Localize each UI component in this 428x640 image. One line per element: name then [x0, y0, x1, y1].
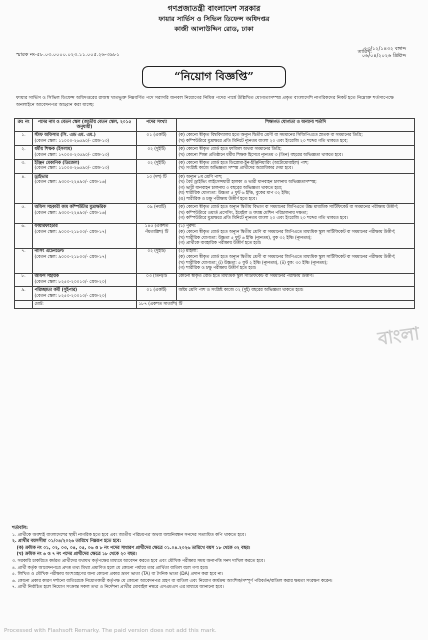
header-serial: ক্রঃ নং — [15, 119, 33, 132]
vacancy-table — [14, 118, 415, 309]
row-count: ০২ (দুইটি) — [137, 248, 177, 273]
row-serial: ৭. — [15, 248, 33, 273]
intro-paragraph: ফায়ার সার্ভিস ও সিভিল ডিফেন্স অধিদপ্তরের রাজস্ব খাতভুক্ত নিম্নবর্ণিত পদে সরাসরি জনবল নিয়োগের নিমিত্ত পদের পার্শ্বে উল্লিখিত যোগ্যতাসম্পন্ন প্রকৃত বাংলাদেশি নাগরিকদের নিকট হতে নিম্নোক্ত শর্তসাপেক্ষে অনলাইনে আবেদনপত্র আহ্বান করা যাচ্ছে: — [16, 96, 394, 108]
row-requirements — [177, 159, 415, 173]
post-name: ফায়ারফাইটার — [34, 224, 58, 230]
table-body — [15, 132, 415, 309]
date-label: তারিখ: — [357, 49, 372, 55]
table-row — [15, 159, 415, 173]
requirement-line: (খ) বৈধ ড্রাইভিং লাইসেন্সধারী হালকা ও ভারী যানবাহন চালনায় অভিজ্ঞতাসম্পন্ন; — [178, 180, 317, 186]
row-serial: ৫. — [15, 204, 33, 223]
table-row — [15, 173, 415, 204]
condition-item: (ক) ক্রমিক নং ০১, ০২, ০৩, ০৪, ০৫, ০৬ ও ৮ নং পদের সাধারণ প্রার্থীদের ক্ষেত্রে ০১.০৪.২০২৬ তারিখে বয়স ১৮ থেকে ৩২ বছর। — [12, 545, 251, 551]
total-serial — [15, 301, 33, 309]
header-post: পদের নাম ও বেতন স্কেল (জাতীয় বেতন স্কেল, ২০১৫ অনুযায়ী) — [33, 119, 137, 132]
post-name: ধর্মীয় শিক্ষক (ইসলাম) — [34, 146, 73, 152]
row-post — [33, 273, 137, 287]
condition-item: ৫. লিখিত ও মৌখিক পরীক্ষায় অংশগ্রহণের জন্য কোনো প্রকার ভ্রমণ ভাতা (TA) বা দৈনিক ভাতা (DA) প্রদান করা হবে না। — [12, 572, 224, 578]
post-name: ড্রাইভার — [34, 174, 48, 180]
requirement-line: (ক) কোনো স্বীকৃত বোর্ড হতে অন্যূন দ্বিতীয় শ্রেণী বা সমমানের জিপিএতে মাধ্যমিক স্কুল সার্টিফিকেট বা সমমানের পরীক্ষায় উত্তীর্ণ; — [178, 255, 396, 261]
post-name: স্টাফ অফিসার (সি. এন্ড এম. এম.) — [34, 133, 96, 139]
date-bangla: ২৩/১২/১৪৩২ বঙ্গাব্দ — [363, 46, 406, 52]
letterhead — [0, 4, 428, 34]
requirement-line: (খ) সংশ্লিষ্ট কাজে অভিজ্ঞতা সম্পন্ন প্রার্থীদের অগ্রাধিকার দেয়া হবে। — [178, 166, 293, 172]
row-serial: ৩. — [15, 159, 33, 173]
conditions-title: শর্তাবলি: — [12, 526, 28, 531]
requirement-line: (ঙ) শারীরিক ও চক্ষু পরীক্ষায় উত্তীর্ণ হতে হবে। — [178, 196, 257, 202]
requirement-line: কোনো স্বীকৃত বোর্ড হতে মাধ্যমিক স্কুল সার্টিফিকেট বা সমমানের পরীক্ষায় উত্তীর্ণ। — [178, 274, 314, 280]
row-serial: ৬. — [15, 223, 33, 248]
row-serial: ৯. — [15, 287, 33, 301]
row-count: ১০ (দশ) টি — [137, 173, 177, 204]
post-name: অফিস সহকারী কাম কম্পিউটার মুদ্রাক্ষরিক — [34, 205, 107, 211]
total-label: মোট: — [33, 301, 137, 309]
row-serial: ১. — [15, 132, 33, 146]
row-requirements — [177, 173, 415, 204]
date-block — [357, 46, 406, 60]
header-requirements: শিক্ষাগত যোগ্যতা ও অন্যান্য শর্তাদি — [177, 119, 415, 132]
row-post — [33, 159, 137, 173]
requirement-line: (খ) কোনো শিক্ষা প্রতিষ্ঠানে ধর্মীয় শিক্ষক হিসেবে ন্যূনতম ৩ (তিন) বছরের অভিজ্ঞতা থাকতে হবে। — [178, 152, 343, 158]
requirement-line: (খ) শারীরিক যোগ্যতা: উচ্চতা ৫ ফুট ৬ ইঞ্চি (ন্যূনতম), বুক ৩২ ইঞ্চি (ন্যূনতম); — [178, 235, 312, 241]
pay-scale: (বেতন স্কেল: ৮২৫০-২০০১০/- গ্রেড-২০) — [34, 280, 107, 286]
row-requirements — [177, 132, 415, 146]
condition-item: ৬. কোনো প্রকার কারণ দর্শানো ব্যতিরেকে নিয়োগকারী কর্তৃপক্ষ যে কোনো আবেদনপত্র গ্রহণ বা বাতিল এবং নিয়োগ কার্যক্রম আংশিক/সম্পূর্ণ পরিবর্তন/বাতিল করার ক্ষমতা সংরক্ষণ করেন। — [12, 578, 333, 584]
row-post — [33, 248, 137, 273]
pay-scale: (বেতন স্কেল: ৯০০০-২১৮০০/- গ্রেড-১৭) — [34, 255, 107, 261]
condition-item: ৩. সরকারি চাকরিতে কর্মরত প্রার্থীদের যথাযথ কর্তৃপক্ষের মাধ্যমে আবেদন করতে হবে এবং মৌখিক পরীক্ষার সময় অনাপত্তি সনদ দাখিল করতে হবে। — [12, 558, 265, 564]
requirement-line: (১) পুরুষ: — [178, 224, 197, 230]
requirement-line: অষ্টম শ্রেণি পাশ ও সংশ্লিষ্ট কাজে ০২ (দুই) বছরের অভিজ্ঞতা থাকতে হবে। — [178, 288, 304, 294]
requirement-line: (খ) কম্পিউটারে মুদ্রাক্ষরে প্রতি মিনিটে ন্যূনতম বাংলা ২০ এবং ইংরেজি ২০ শব্দের গতি থাকতে হবে; — [178, 138, 348, 144]
table-row — [15, 248, 415, 273]
requirement-line: (খ) শারীরিক যোগ্যতা: (i) উচ্চতা: ৫ ফুট ২ ইঞ্চি (ন্যূনতম), (ii) বুক: ৩০ ইঞ্চি (ন্যূনতম); — [178, 260, 328, 266]
pay-scale: (বেতন স্কেল: ১১০০০-২৬৫৯০/- গ্রেড-১৩) — [34, 138, 110, 144]
stamp-mark: বাংলা — [376, 323, 422, 350]
row-count: ০২ (দুইটি) — [137, 146, 177, 160]
row-serial: ২. — [15, 146, 33, 160]
row-count: ০২ (দুইটি) — [137, 159, 177, 173]
row-requirements — [177, 204, 415, 223]
requirement-line: (গ) প্রার্থীকে ব্যবহারিক পরীক্ষায় উত্তীর্ণ হতে হবে। — [178, 241, 262, 247]
conditions-list — [12, 533, 416, 592]
pay-scale: (বেতন স্কেল: ৯৩০০-২২৪৯০/- গ্রেড-১৬) — [34, 180, 107, 186]
post-name: নার্সিং এটেনডেন্ট — [34, 249, 64, 255]
header-count: পদের সংখ্যা — [137, 119, 177, 132]
row-requirements — [177, 273, 415, 287]
requirement-line: (গ) কম্পিউটারে মুদ্রাক্ষরে প্রতি মিনিটে ন্যূনতম বাংলা ২০ এবং ইংরেজি ২০ শব্দের গতি থাকতে হবে। — [178, 216, 348, 222]
table-row — [15, 287, 415, 301]
requirement-line: (ক) কোনো স্বীকৃত বোর্ড হতে ডিপ্লোমা-ইন-ইঞ্জিনিয়ারিং (অটোমোবাইল) পাশ; — [178, 160, 309, 166]
requirement-line: (ক) কোনো স্বীকৃত বোর্ড হতে ফাজিল অথবা সমমানের ডিগ্রি; — [178, 146, 282, 152]
row-serial: ৮. — [15, 273, 33, 287]
row-post — [33, 287, 137, 301]
office-address: কাজী আলাউদ্দিন রোড, ঢাকা — [174, 25, 254, 33]
requirement-line: (ক) কোনো স্বীকৃত বিশ্ববিদ্যালয় হতে অন্যূন দ্বিতীয় শ্রেণী বা সমমানের সিজিপিএতে স্নাতক বা সমমানের ডিগ্রি; — [178, 133, 363, 139]
requirement-line: (ঘ) শারীরিক যোগ্যতা: উচ্চতা ৫ ফুট ৬ ইঞ্চি, বুকের মাপ ৩২ ইঞ্চি; — [178, 191, 291, 197]
row-post — [33, 146, 137, 160]
pay-scale: (বেতন স্কেল: ৯৩০০-২২৪৯০/- গ্রেড-১৬) — [34, 210, 107, 216]
condition-item: ৪. প্রার্থী কর্তৃক আবেদনপত্রে প্রদত্ত তথ্য মিথ্যা প্রমাণিত হলে যে কোনো পর্যায়ে তার প্রার্থিতা বাতিল বলে গণ্য হবে। — [12, 565, 209, 571]
row-count: ০৩ (তিন)টি — [137, 273, 177, 287]
row-count: ০১ (একটি) — [137, 132, 177, 146]
row-post — [33, 223, 137, 248]
row-requirements — [177, 146, 415, 160]
department-name: ফায়ার সার্ভিস ও সিভিল ডিফেন্স অধিদপ্তর — [158, 15, 270, 23]
row-requirements — [177, 223, 415, 248]
requirement-line: (ক) কোনো স্বীকৃত বোর্ড হতে অন্যূন দ্বিতীয় শ্রেণি বা সমমানের জিপিএতে মাধ্যমিক স্কুল সার্টিফিকেট বা সমমানের পরীক্ষায় উত্তীর্ণ; — [178, 230, 396, 236]
table-total-row — [15, 301, 415, 309]
table-row — [15, 132, 415, 146]
condition-item: ৭. প্রার্থী নির্বাচিত হলে নিয়োগ সংক্রান্ত সকল তথ্য ও নির্দেশনা প্রার্থীর মোবাইল নম্বরে এসএমএস এর মাধ্যমে জানানো হবে। — [12, 585, 224, 591]
condition-item: ২. প্রার্থীর বয়সসীমা ০১/০৪/২০২৬ তারিখে নিম্নরূপ হতে হবে: — [12, 539, 122, 545]
requirement-line: (খ) কম্পিউটারে ওয়ার্ড প্রসেসিং, ইমেইল ও ফ্যাক্স মেশিন পরিচালনায় দক্ষতা; — [178, 210, 308, 216]
memo-number: স্মারক নং-৫৮.০৩.০০০০.০২৩.১১.০০৫.২৬-৩৯৮১ — [16, 52, 120, 58]
total-value: ১৮৭ (একশত সাতাশি) টি — [137, 301, 415, 309]
row-count: ০৯ (নয়টি) — [137, 204, 177, 223]
requirement-line: (ক) কোনো স্বীকৃত বোর্ড হতে অন্যূন দ্বিতীয় বিভাগ বা সমমানের জিপিএতে উচ্চ মাধ্যমিক সার্টিফিকেট বা সমমানের পরীক্ষায় উত্তীর্ণ; — [178, 205, 399, 211]
row-count: ১৪৫ (একশত পঁয়তাল্লিশ) টি — [137, 223, 177, 248]
condition-item: (খ) ক্রমিক নং ৬ ও ৭ নং পদের প্রার্থীদের ক্ষেত্রে ১৮ থেকে ২০ বছর। — [12, 552, 137, 558]
row-requirements — [177, 287, 415, 301]
row-post — [33, 132, 137, 146]
table-row — [15, 273, 415, 287]
government-name: গণপ্রজাতন্ত্রী বাংলাদেশ সরকার — [167, 4, 261, 13]
notice-title: “নিয়োগ বিজ্ঞপ্তি” — [142, 66, 286, 88]
row-count: ০১ (একটি) — [137, 287, 177, 301]
condition-item: ১. প্রার্থীকে অবশ্যই বাংলাদেশের স্থায়ী নাগরিক হতে হবে এবং জাতীয় পরিচয়পত্র অথবা জন্মনিবন্ধন সনদের সত্যায়িত কপি থাকতে হবে। — [12, 532, 246, 538]
row-serial: ৪. — [15, 173, 33, 204]
date-english: ০৬/০৪/২০২৬ খ্রিষ্টাব্দ — [361, 53, 406, 59]
requirement-line: (ক) অন্যূন ৮ম শ্রেণি পাশ; — [178, 174, 223, 180]
row-post — [33, 204, 137, 223]
post-name: অফিস সহায়ক — [34, 274, 59, 280]
table-row — [15, 204, 415, 223]
table-header-row — [15, 119, 415, 132]
row-requirements — [177, 248, 415, 273]
post-name: পরিচ্ছন্নতা কর্মী (সুইপার) — [34, 288, 78, 294]
pay-scale: (বেতন স্কেল: ১৭০০০-২৩৫৯০/- গ্রেড-১৩) — [34, 152, 110, 158]
table-row — [15, 146, 415, 160]
conditions — [12, 526, 416, 592]
pay-scale: (বেতন স্কেল: ৯০০০-২১৮০০/- গ্রেড-১৭) — [34, 230, 107, 236]
post-name: ইঞ্জিন মেকানিক (ডিজেল) — [34, 160, 80, 166]
pay-scale: (বেতন স্কেল: ১১০০০-২৬৫৯০/- গ্রেড-১৩) — [34, 166, 110, 172]
table-row — [15, 223, 415, 248]
requirement-line: (গ) ভারী যানবাহন চালনায় ৩ বছরের অভিজ্ঞতা থাকতে হবে; — [178, 185, 283, 191]
pay-scale: (বেতন স্কেল: ৮২৫০-২০০১০/- গ্রেড-২০) — [34, 293, 107, 299]
requirement-line: (২) মহিলা: — [178, 249, 198, 255]
row-post — [33, 173, 137, 204]
watermark: Processed with Flashsoft Remarky. The paid version does not add this mark. — [4, 628, 217, 634]
requirement-line: (গ) শারীরিক ও চক্ষু পরীক্ষায় উত্তীর্ণ হতে হবে। — [178, 266, 257, 272]
